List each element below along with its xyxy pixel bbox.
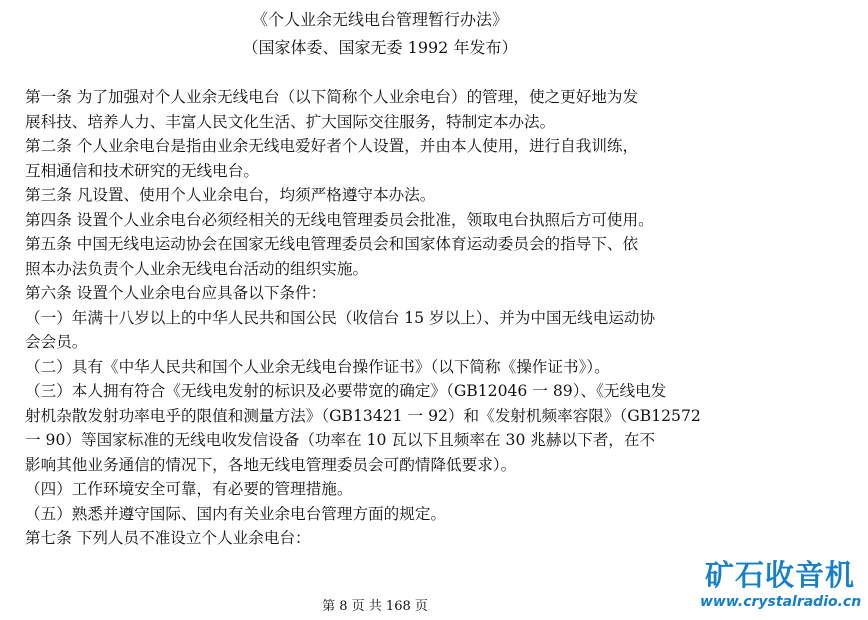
- body-line: （一）年满十八岁以上的中华人民共和国公民（收信台 15 岁以上）、并为中国无线电运动协: [25, 308, 656, 327]
- body-line: （五）熟悉并遵守国际、国内有关业余电台管理方面的规定。: [25, 504, 447, 523]
- body-line: （二）具有《中华人民共和国个人业余无线电台操作证书》（以下简称《操作证书》）。: [25, 357, 610, 376]
- page-number: 第 8 页 共 168 页: [322, 599, 428, 614]
- document-title: 《个人业余无线电台管理暂行办法》: [251, 10, 508, 29]
- body-line: 射机杂散发射功率电乎的限值和测量方法》（GB13421 一 92）和《发射机频率容限》（GB12572: [25, 406, 701, 425]
- body-line: 第四条 设置个人业余电台必须经相关的无线电管理委员会批准，领取电台执照后方可使用。: [25, 210, 654, 229]
- body-line: 第五条 中国无线电运动协会在国家无线电管理委员会和国家体育运动委员会的指导下、依: [25, 235, 639, 253]
- body-line: 第七条 下列人员不准设立个人业余电台：: [25, 529, 311, 547]
- body-line: 一 90）等国家标准的无线电收发信设备（功率在 10 瓦以下且频率在 30 兆赫以下者，在不: [25, 431, 656, 449]
- body-line: 第二条 个人业余电台是指由业余无线电爱好者个人设置，并由本人使用，进行自我训练，: [25, 137, 639, 155]
- document-body: [25, 85, 725, 551]
- body-line: 展科技、培养人力、丰富人民文化生活、扩大国际交往服务，特制定本办法。: [25, 112, 556, 131]
- body-line: 第六条 设置个人业余电台应具备以下条件：: [25, 284, 327, 302]
- body-line: （四）工作环境安全可靠，有必要的管理措施。: [25, 480, 353, 498]
- watermark-chinese-text: 矿石收音机: [704, 558, 855, 592]
- body-line: 会会员。: [25, 333, 88, 351]
- body-line: 第三条 凡设置、使用个人业余电台，均须严格遵守本办法。: [25, 186, 436, 204]
- watermark-url: www.crystalradio.cn: [700, 594, 862, 610]
- body-line: 影响其他业务通信的情况下，各地无线电管理委员会可酌情降低要求）。: [25, 455, 517, 474]
- body-line: 照本办法负责个人业余无线电台活动的组织实施。: [25, 259, 369, 278]
- body-line: 第一条 为了加强对个人业余无线电台（以下简称个人业余电台）的管理，使之更好地为发: [25, 88, 639, 106]
- document-subtitle: （国家体委、国家无委 1992 年发布）: [242, 38, 518, 57]
- body-line: （三）本人拥有符合《无线电发射的标识及必要带宽的确定》（GB12046 一 89）、《无线电发: [25, 382, 667, 400]
- watermark-logo: [700, 558, 860, 612]
- body-line: 互相通信和技术研究的无线电台。: [25, 161, 259, 180]
